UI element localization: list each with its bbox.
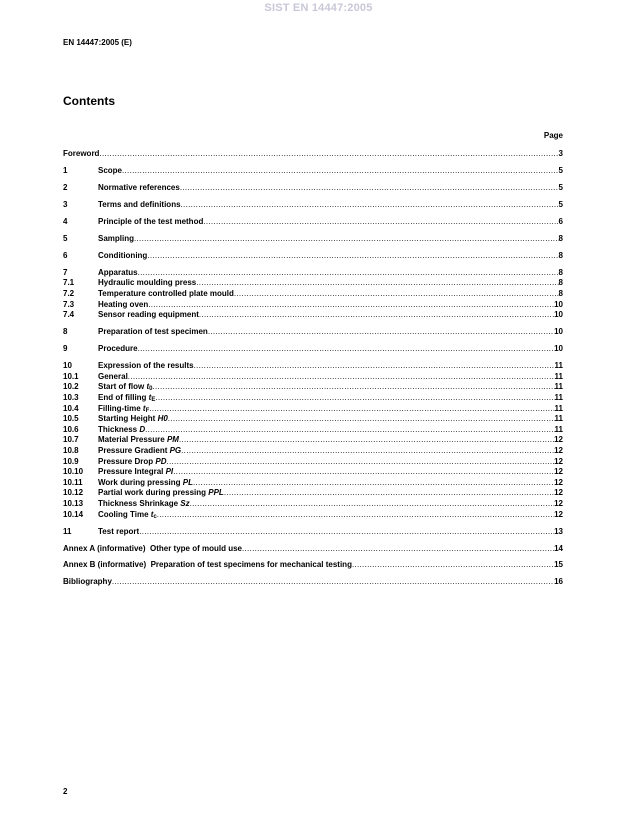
toc-entry-title-text: Annex B (informative) Preparation of test specimens for mechanical testing <box>63 560 352 570</box>
toc-entry-title-text: Thickness Shrinkage <box>98 498 181 508</box>
toc-dot-leader <box>122 166 559 177</box>
toc-entry-title-text: End of filling <box>98 393 149 402</box>
toc-entry[interactable] <box>63 382 563 393</box>
toc-dot-leader <box>352 560 554 571</box>
toc-entry-page: 5 <box>558 199 563 209</box>
toc-entry[interactable] <box>63 372 563 383</box>
toc-entry-number: 7.1 <box>63 278 75 288</box>
toc-entry-page: 10 <box>554 327 563 337</box>
toc-dot-leader <box>138 268 559 279</box>
toc-entry-title <box>98 278 196 289</box>
toc-entry-page: 12 <box>554 498 563 508</box>
toc-entry-symbol: t <box>146 382 150 392</box>
toc-entry-title-text: Apparatus <box>98 267 138 277</box>
toc-entry-page: 16 <box>554 577 563 587</box>
toc-entry-title <box>98 234 134 245</box>
toc-entry-page: 8 <box>558 233 563 243</box>
toc-entry-title-text: Pressure Gradient <box>98 445 170 455</box>
toc-entry-page: 8 <box>558 267 563 277</box>
toc-entry-title-text: Bibliography <box>63 577 112 587</box>
toc-entry-symbol-subscript: E <box>151 397 156 403</box>
toc-dot-leader <box>224 488 554 499</box>
toc-entry-title <box>63 560 352 571</box>
toc-entry-title-text: Heating oven <box>98 299 149 309</box>
toc-entry-title-text: Thickness <box>98 424 140 434</box>
toc-dot-leader <box>134 234 559 245</box>
toc-dot-leader <box>148 300 554 311</box>
toc-entry-title <box>98 217 203 228</box>
toc-entry-title <box>98 372 128 383</box>
toc-dot-leader <box>242 544 554 555</box>
toc-entry-number: 7.2 <box>63 289 75 299</box>
toc-dot-leader <box>180 183 559 194</box>
toc-entry-title <box>98 251 147 262</box>
toc-entry-page: 10 <box>554 310 563 320</box>
toc-entry-title <box>98 510 157 521</box>
toc-dot-leader <box>168 414 555 425</box>
toc-entry-page: 10 <box>554 299 563 309</box>
toc-entry-title <box>98 183 180 194</box>
toc-dot-leader <box>193 478 554 489</box>
toc-entry[interactable] <box>63 393 563 404</box>
toc-entry[interactable] <box>63 300 563 311</box>
toc-entry-title <box>98 382 152 393</box>
toc-entry-symbol: PG <box>169 445 182 455</box>
toc-entry-number: 6 <box>63 250 68 260</box>
toc-entry-title <box>63 149 99 160</box>
toc-entry-page: 10 <box>554 344 563 354</box>
toc-entry-page: 13 <box>554 526 563 536</box>
toc-entry-number: 10.8 <box>63 445 79 455</box>
toc-entry-title <box>98 300 148 311</box>
toc-entry-symbol-subscript: 0 <box>149 386 153 393</box>
toc-entry-symbol: Sz <box>180 498 190 508</box>
toc-entry-number: 8 <box>63 327 68 337</box>
toc-entry-page: 12 <box>554 467 563 477</box>
toc-entry-number: 10.2 <box>63 382 79 392</box>
toc-entry-title-text: Sensor reading equipment <box>98 310 199 320</box>
toc-entry-number: 10.4 <box>63 403 79 413</box>
toc-entry-symbol: t <box>148 393 152 402</box>
toc-entry[interactable] <box>63 414 563 425</box>
page-column-label: Page <box>543 131 563 140</box>
toc-entry-title-text: Conditioning <box>98 250 148 260</box>
toc-dot-leader <box>181 446 554 457</box>
toc-entry[interactable] <box>63 446 563 457</box>
toc-entry-title-text: Hydraulic moulding press <box>98 278 197 288</box>
toc-entry-title-text: Terms and definitions <box>98 199 181 209</box>
toc-entry-symbol: PPL <box>208 488 224 498</box>
toc-entry-title-text: Test report <box>98 526 140 536</box>
watermark: SIST EN 14447:2005 <box>264 2 373 14</box>
toc-dot-leader <box>157 510 554 521</box>
toc-entry-title <box>98 268 138 279</box>
toc-entry-title-text: Sampling <box>98 233 135 243</box>
toc-entry-title-text: Start of flow <box>98 382 147 392</box>
toc-entry-title-text: Cooling Time <box>98 509 151 519</box>
toc-entry-title-text: Annex A (informative) Other type of mould use <box>63 543 242 553</box>
toc-entry-number: 10 <box>63 361 72 371</box>
toc-entry-title-text: Procedure <box>98 344 138 354</box>
toc-entry-title-text: Principle of the test method <box>98 216 204 226</box>
contents-heading: Contents <box>63 94 115 108</box>
toc-dot-leader <box>203 217 558 228</box>
toc-dot-leader <box>145 425 554 436</box>
toc-entry-symbol: D <box>139 424 146 434</box>
toc-entry[interactable] <box>63 577 563 588</box>
toc-dot-leader <box>112 577 554 588</box>
toc-entry[interactable] <box>63 457 563 468</box>
toc-entry-number: 7 <box>63 267 68 277</box>
toc-entry-number: 1 <box>63 165 68 175</box>
toc-entry-title-text: Filling-time <box>98 403 143 413</box>
toc-entry-title-text: Preparation of test specimen <box>98 327 208 337</box>
toc-entry[interactable] <box>63 404 563 415</box>
toc-entry-number: 10.10 <box>63 467 84 477</box>
toc-entry[interactable] <box>63 268 563 279</box>
toc-entry-number: 9 <box>63 344 68 354</box>
toc-entry-page: 11 <box>554 403 563 413</box>
toc-entry[interactable] <box>63 149 563 160</box>
toc-dot-leader <box>138 344 555 355</box>
toc-entry-title <box>98 200 181 211</box>
toc-entry[interactable] <box>63 310 563 321</box>
toc-entry-symbol: t <box>142 403 146 413</box>
toc-entry-title-text: Temperature controlled plate mould <box>98 289 234 299</box>
toc-entry-title <box>98 310 199 321</box>
toc-entry-page: 11 <box>554 371 563 381</box>
toc-dot-leader <box>166 457 554 468</box>
toc-entry-title-text: Pressure Integral <box>98 467 166 477</box>
toc-entry-page: 12 <box>554 445 563 455</box>
toc-dot-leader <box>196 278 558 289</box>
toc-entry-symbol: PD <box>155 456 167 466</box>
page-number: 2 <box>63 787 68 796</box>
toc-entry[interactable] <box>63 544 563 555</box>
toc-entry-title <box>98 457 166 468</box>
toc-entry[interactable] <box>63 478 563 489</box>
toc-entry-page: 12 <box>554 435 563 445</box>
toc-entry-number: 11 <box>63 526 72 536</box>
toc-dot-leader <box>208 327 554 338</box>
toc-entry-number: 10.5 <box>63 414 79 424</box>
toc-entry[interactable] <box>63 425 563 436</box>
toc-dot-leader <box>194 361 555 372</box>
toc-dot-leader <box>173 467 554 478</box>
toc-entry-title <box>63 577 112 588</box>
toc-entry-number: 10.9 <box>63 456 79 466</box>
toc-entry-title <box>98 467 173 478</box>
toc-dot-leader <box>234 289 559 300</box>
toc-entry-title <box>98 527 139 538</box>
toc-entry[interactable] <box>63 435 563 446</box>
toc-entry-title-text: Foreword <box>63 149 100 158</box>
toc-entry[interactable] <box>63 488 563 499</box>
toc-entry-page: 15 <box>554 560 563 570</box>
toc-entry-number: 10.1 <box>63 371 79 381</box>
toc-entry-page: 11 <box>554 361 563 371</box>
toc-entry-page: 8 <box>558 250 563 260</box>
toc-entry-title-text: Starting Height <box>98 414 158 424</box>
toc-dot-leader <box>179 435 554 446</box>
toc-dot-leader <box>149 404 554 415</box>
toc-entry[interactable] <box>63 560 563 571</box>
toc-dot-leader <box>152 382 554 393</box>
toc-entry-page: 3 <box>558 149 563 158</box>
toc-entry[interactable] <box>63 467 563 478</box>
toc-entry-title <box>98 499 190 510</box>
toc-dot-leader <box>181 200 559 211</box>
toc-entry-page: 12 <box>554 488 563 498</box>
toc-entry-title-text: Normative references <box>98 182 180 192</box>
toc-entry-symbol: PM <box>166 435 179 445</box>
toc-entry-symbol-subscript: c <box>153 513 157 520</box>
toc-entry-page: 11 <box>554 393 563 402</box>
toc-entry-title-text: General <box>98 371 128 381</box>
toc-entry[interactable] <box>63 200 563 211</box>
document-reference: EN 14447:2005 (E) <box>63 38 132 47</box>
toc-entry-number: 7.4 <box>63 310 75 320</box>
toc-entry-number: 10.3 <box>63 393 79 402</box>
toc-entry-title-text: Partial work during pressing <box>98 488 209 498</box>
toc-entry-title <box>98 289 234 300</box>
toc-entry[interactable] <box>63 510 563 521</box>
toc-entry-page: 12 <box>554 477 563 487</box>
toc-entry-page: 8 <box>558 289 563 299</box>
toc-entry-page: 11 <box>554 414 563 424</box>
toc-entry-number: 7.3 <box>63 299 75 309</box>
toc-dot-leader <box>99 149 558 160</box>
toc-entry-page: 12 <box>554 456 563 466</box>
toc-entry-title <box>98 425 145 436</box>
toc-entry-symbol: H0 <box>157 414 168 424</box>
toc-entry[interactable] <box>63 166 563 177</box>
toc-entry[interactable] <box>63 183 563 194</box>
toc-entry-title <box>98 327 208 338</box>
toc-entry-title <box>98 393 155 404</box>
toc-entry-title <box>98 414 168 425</box>
toc-dot-leader <box>139 527 554 538</box>
toc-entry-symbol: t <box>150 509 154 519</box>
toc-entry-page: 8 <box>558 278 563 288</box>
toc-entry-title <box>63 544 242 555</box>
toc-dot-leader <box>199 310 554 321</box>
toc-entry-title-text: Expression of the results <box>98 361 194 371</box>
toc-entry-number: 10.14 <box>63 509 84 519</box>
toc-entry-page: 14 <box>554 543 563 553</box>
toc-entry-title <box>98 344 138 355</box>
toc-entry-title <box>98 446 181 457</box>
toc-entry-title-text: Scope <box>98 165 123 175</box>
toc-entry-title <box>98 404 149 415</box>
toc-entry-number: 10.6 <box>63 424 79 434</box>
toc-entry-symbol: PI <box>165 467 174 477</box>
toc-entry-page: 12 <box>554 509 563 519</box>
toc-entry[interactable] <box>63 344 563 355</box>
toc-entry[interactable] <box>63 278 563 289</box>
toc-entry-page: 5 <box>558 165 563 175</box>
toc-entry-page: 6 <box>558 216 563 226</box>
toc-entry[interactable] <box>63 327 563 338</box>
toc-entry-number: 10.12 <box>63 488 84 498</box>
toc-entry-symbol: PL <box>182 477 193 487</box>
toc-entry-page: 5 <box>558 182 563 192</box>
toc-dot-leader <box>147 251 558 262</box>
toc-dot-leader <box>155 393 554 404</box>
toc-entry[interactable] <box>63 499 563 510</box>
toc-entry-number: 4 <box>63 216 68 226</box>
toc-entry-number: 10.7 <box>63 435 79 445</box>
toc-entry-number: 3 <box>63 199 68 209</box>
toc-dot-leader <box>190 499 554 510</box>
toc-entry[interactable] <box>63 361 563 372</box>
toc-entry-title <box>98 361 194 372</box>
toc-entry[interactable] <box>63 289 563 300</box>
toc-entry-page: 11 <box>554 424 563 434</box>
toc-entry-title <box>98 166 122 177</box>
toc-entry-number: 5 <box>63 233 68 243</box>
toc-entry[interactable] <box>63 251 563 262</box>
toc-dot-leader <box>128 372 555 383</box>
toc-entry-page: 11 <box>554 382 563 392</box>
table-of-contents <box>63 149 563 588</box>
toc-entry-title <box>98 435 179 446</box>
toc-entry-symbol-subscript: F <box>145 407 150 414</box>
toc-entry-title-text: Work during pressing <box>98 477 183 487</box>
toc-entry-number: 10.13 <box>63 498 84 508</box>
toc-entry-number: 10.11 <box>63 477 83 487</box>
toc-entry-number: 2 <box>63 182 68 192</box>
toc-entry[interactable] <box>63 527 563 538</box>
toc-entry-title-text: Pressure Drop <box>98 456 156 466</box>
toc-entry[interactable] <box>63 234 563 245</box>
toc-entry-title <box>98 478 193 489</box>
toc-entry[interactable] <box>63 217 563 228</box>
toc-entry-title <box>98 488 224 499</box>
toc-entry-title-text: Material Pressure <box>98 435 167 445</box>
